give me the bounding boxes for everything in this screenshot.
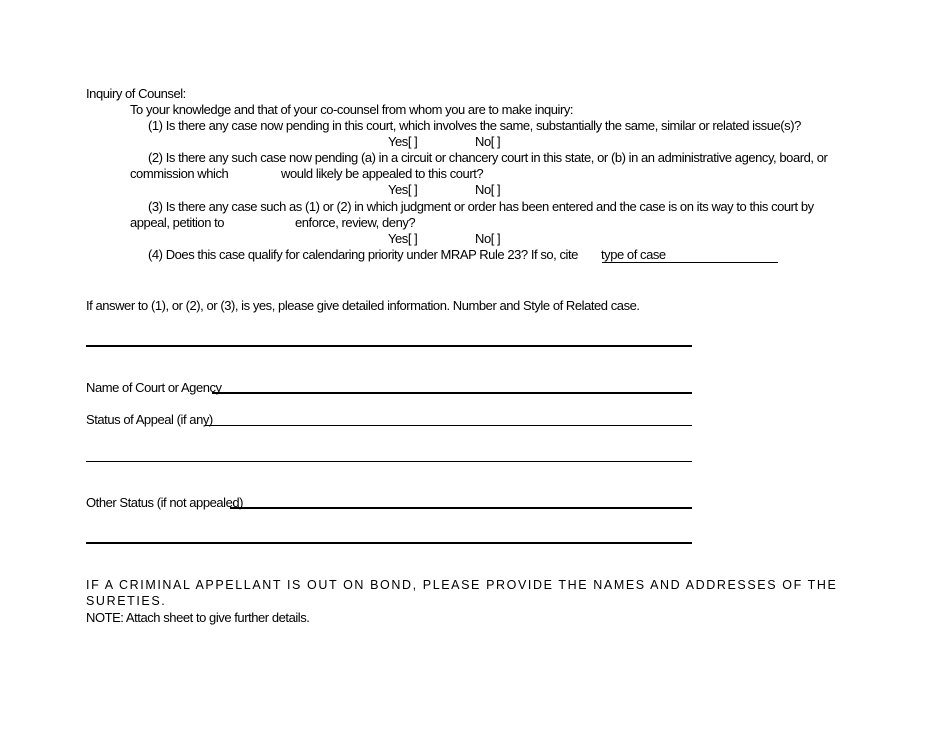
question-2-line2b: would likely be appealed to this court?: [281, 166, 484, 181]
related-case-field[interactable]: [86, 345, 692, 347]
criminal-appellant-line1: IF A CRIMINAL APPELLANT IS OUT ON BOND, PLEASE PROVIDE THE NAMES AND ADDRESSES OF THE: [86, 578, 838, 592]
q1-yes-checkbox[interactable]: Yes[ ]: [388, 134, 418, 149]
criminal-appellant-line2: SURETIES.: [86, 594, 167, 608]
court-label: Name of Court or Agency: [86, 380, 222, 395]
question-4: (4) Does this case qualify for calendaring priority under MRAP Rule 23? If so, cite: [148, 247, 578, 262]
q3-no-checkbox[interactable]: No[ ]: [475, 231, 501, 246]
related-case-prompt: If answer to (1), or (2), or (3), is yes, please give detailed information. Number and Style of Related case.: [86, 298, 640, 313]
q2-no-checkbox[interactable]: No[ ]: [475, 182, 501, 197]
question-1: (1) Is there any case now pending in this court, which involves the same, substantially the same, similar or related issue(s)?: [148, 118, 801, 133]
type-of-case-field[interactable]: [602, 262, 778, 263]
question-2-line1: (2) Is there any such case now pending (a) in a circuit or chancery court in this state, or (b) in an administrative agency, board, or: [148, 150, 828, 165]
intro-text: To your knowledge and that of your co-counsel from whom you are to make inquiry:: [130, 102, 574, 117]
question-2-line2a: commission which: [130, 166, 229, 181]
type-of-case-label: type of case: [601, 247, 666, 262]
q3-yes-checkbox[interactable]: Yes[ ]: [388, 231, 418, 246]
court-field[interactable]: [212, 392, 692, 394]
question-3-line1: (3) Is there any case such as (1) or (2) in which judgment or order has been entered and the case is on its way to this court by: [148, 199, 814, 214]
question-3-line2a: appeal, petition to: [130, 215, 225, 230]
other-status-field[interactable]: [230, 507, 692, 509]
status-field-continued[interactable]: [86, 461, 692, 462]
other-status-field-continued[interactable]: [86, 542, 692, 544]
q1-no-checkbox[interactable]: No[ ]: [475, 134, 501, 149]
question-3-line2b: enforce, review, deny?: [295, 215, 416, 230]
note-text: NOTE: Attach sheet to give further details.: [86, 610, 310, 625]
q2-yes-checkbox[interactable]: Yes[ ]: [388, 182, 418, 197]
other-status-label: Other Status (if not appealed): [86, 495, 244, 510]
section-heading: Inquiry of Counsel:: [86, 86, 186, 101]
status-label: Status of Appeal (if any): [86, 412, 213, 427]
status-field[interactable]: [205, 425, 692, 426]
